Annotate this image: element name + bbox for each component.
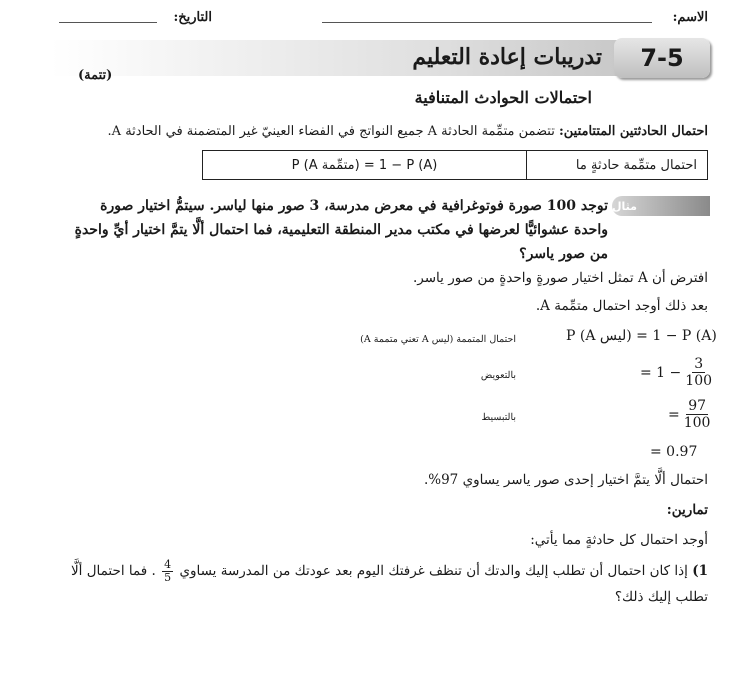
exercise-item-1 — [48, 558, 708, 610]
lesson-subtitle: احتمالات الحوادث المتنافية — [414, 88, 592, 107]
step-1-note: احتمال المتممة (ليس A تعني متممة A) — [360, 334, 516, 345]
definition-text: تتضمن متمِّمة الحادثة A جميع النواتج في الفضاء العينيّ غير المتضمنة في الحادثة A. — [107, 124, 555, 139]
formula-box — [202, 150, 708, 180]
definition-term: احتمال الحادثتين المتتامتين: — [558, 124, 708, 139]
exercise-1-fraction: $\frac{4}{5}$ — [164, 558, 172, 584]
step-2-expression: = 1 − $\frac{3}{100}$ — [640, 356, 713, 389]
solution-then: بعد ذلك أوجد احتمال متمِّمة A. — [535, 298, 708, 314]
exercises-instruction: أوجد احتمال كل حادثةٍ مما يأتي: — [530, 532, 708, 548]
formula-expression: P (A متمِّمة) = 1 − P (A) — [203, 151, 527, 180]
continued-label: (تتمة) — [78, 68, 113, 83]
date-label: التاريخ: — [173, 10, 212, 25]
solution-assume: افترض أن A تمثل اختيار صورةٍ واحدةٍ من صور ياسر. — [412, 270, 708, 286]
step-1-expression: P (A ليس) = 1 − P (A) — [566, 328, 717, 344]
date-line[interactable] — [59, 22, 157, 23]
step-2-note: بالتعويض — [480, 370, 516, 381]
lesson-banner — [50, 40, 710, 76]
lesson-title: تدريبات إعادة التعليم — [412, 44, 602, 70]
name-label: الاسم: — [672, 10, 708, 25]
example-tab: مثال — [612, 196, 710, 216]
step-4-expression: = 0.97 — [650, 444, 698, 460]
lesson-number: 7-5 — [614, 38, 710, 78]
exercise-1-number: 1) — [692, 563, 708, 579]
step-3-expression: = $\frac{97}{100}$ — [668, 398, 711, 431]
exercises-heading: تمارين: — [666, 502, 708, 518]
formula-label: احتمال متمِّمة حادثةٍ ما — [527, 151, 708, 180]
example-text: توجد 100 صورة فوتوغرافية في معرض مدرسة، 3 صور منها لياسر. سيتمُّ اختيار صورة واحدة عشوائيًّا لعرضها في مكتب مدير المنطقة التعليمية، فما احتمال ألَّا يتمَّ اختيار أيِّ واحدةٍ من صور ياسر؟ — [74, 198, 608, 262]
definition — [68, 124, 708, 139]
step-3-note: بالتبسيط — [481, 412, 516, 423]
exercise-1-text-before: إذا كان احتمال أن تطلب إليك والدتك أن تنظف غرفتك اليوم بعد عودتك من المدرسة يساوي — [179, 563, 688, 579]
solution-conclusion: احتمال ألَّا يتمَّ اختيار إحدى صور ياسر يساوي 97%. — [423, 472, 708, 488]
name-line[interactable] — [322, 22, 652, 23]
exercise-1-text-after: . فما احتمال ألَّا تطلب إليك ذلك؟ — [70, 563, 708, 605]
